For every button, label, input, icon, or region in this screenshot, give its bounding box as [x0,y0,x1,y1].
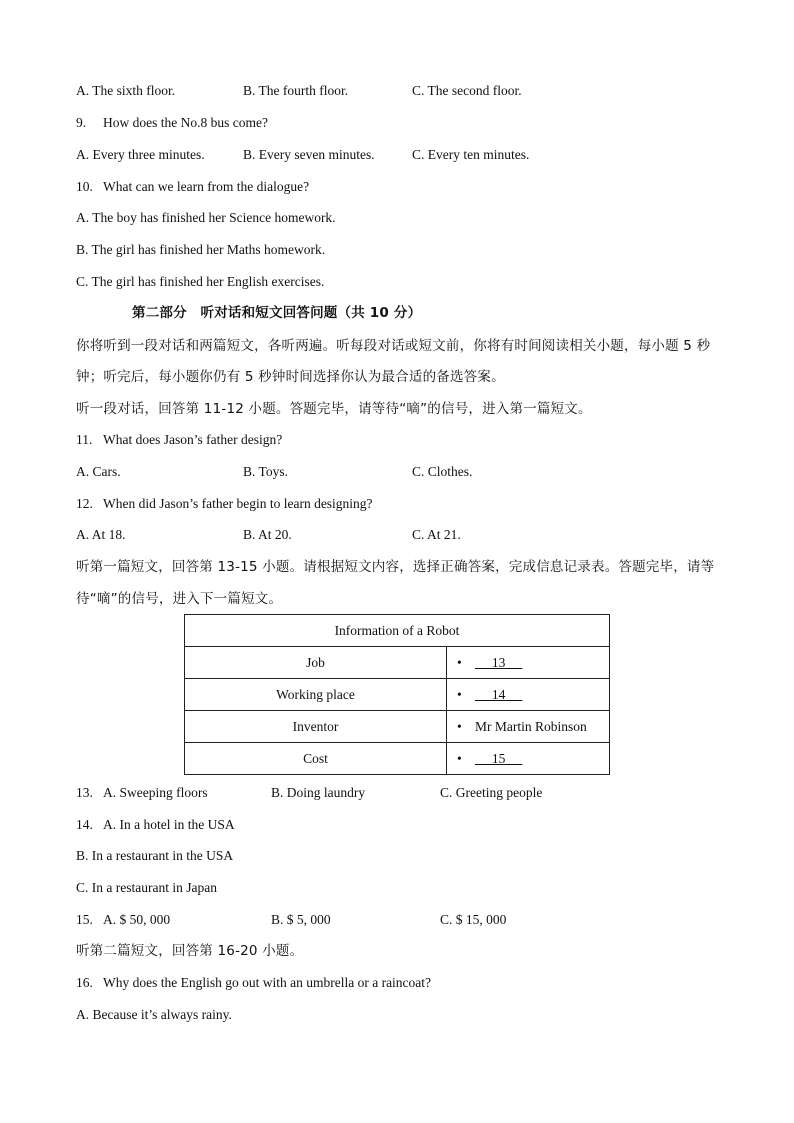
q8-option-a: A. The sixth floor. [76,83,176,98]
instructions-line-6: 听第二篇短文，回答第 16-20 小题。 [76,943,304,959]
robot-info-table [184,614,610,775]
q15-number: 15. [76,912,93,927]
q13-option-a: A. Sweeping floors [103,785,208,800]
blank-14-number: 14 [491,686,506,702]
inventor-name: Mr Martin Robinson [475,718,587,734]
table-label-job: Job [185,647,447,679]
instructions-line-5: 待“嘀”的信号，进入下一篇短文。 [76,591,283,607]
q10-option-a: A. The boy has finished her Science homework. [76,210,336,225]
bullet: • [457,718,462,734]
q16-question [76,974,431,992]
bullet: • [457,654,462,670]
q8-option-c: C. The second floor. [412,83,522,98]
q16-text: Why does the English go out with an umbrella or a raincoat? [103,975,432,990]
table-title: Information of a Robot [185,615,610,647]
q10-text: What can we learn from the dialogue? [103,179,310,194]
blank-15 [475,751,522,767]
blank-15-number: 15 [491,750,506,766]
q9-option-c: C. Every ten minutes. [412,147,530,162]
table-value-inventor [447,711,610,743]
q9-option-b: B. Every seven minutes. [243,147,375,162]
q12-number: 12. [76,496,93,511]
q15-option-a: A. $ 50, 000 [103,912,171,927]
q12-question [76,495,373,513]
q10-option-c: C. The girl has finished her English exercises. [76,274,325,289]
q11-option-b: B. Toys. [243,464,288,479]
q10-number: 10. [76,179,93,194]
q12-text: When did Jason’s father begin to learn designing? [103,496,373,511]
q9-option-a: A. Every three minutes. [76,147,205,162]
blank-14 [475,687,522,703]
q13-line [76,784,208,802]
blank-13-number: 13 [491,654,506,670]
table-row [185,679,610,711]
q12-option-b: B. At 20. [243,527,292,542]
table-value-working-place [447,679,610,711]
q9-question [76,114,268,132]
q14-line [76,816,235,834]
bullet: • [457,686,462,702]
q13-option-b: B. Doing laundry [271,785,366,800]
q13-number: 13. [76,785,93,800]
table-label-cost: Cost [185,743,447,775]
q12-option-a: A. At 18. [76,527,126,542]
table-row [185,743,610,775]
q11-option-c: C. Clothes. [412,464,473,479]
q8-option-b: B. The fourth floor. [243,83,349,98]
q15-line [76,911,170,929]
part2-heading: 第二部分 听对话和短文回答问题（共 10 分） [132,305,422,321]
q14-option-b: B. In a restaurant in the USA [76,848,234,863]
instructions-line-4: 听第一篇短文，回答第 13-15 小题。请根据短文内容，选择正确答案，完成信息记录表。答题完毕，请等 [76,559,715,575]
instructions-line-1: 你将听到一段对话和两篇短文，各听两遍。听每段对话或短文前，你将有时间阅读相关小题，每小题 5 秒 [76,338,711,354]
table-label-inventor: Inventor [185,711,447,743]
q10-question [76,178,309,196]
q16-option-a: A. Because it’s always rainy. [76,1007,232,1022]
q14-option-c: C. In a restaurant in Japan [76,880,217,895]
q9-text: How does the No.8 bus come? [103,115,268,130]
q15-option-c: C. $ 15, 000 [440,912,507,927]
q15-option-b: B. $ 5, 000 [271,912,331,927]
q12-option-c: C. At 21. [412,527,461,542]
q11-number: 11. [76,432,93,447]
q11-option-a: A. Cars. [76,464,121,479]
instructions-line-3: 听一段对话，回答第 11-12 小题。答题完毕，请等待“嘀”的信号，进入第一篇短文。 [76,401,592,417]
q16-number: 16. [76,975,93,990]
table-label-working-place: Working place [185,679,447,711]
table-value-job [447,647,610,679]
table-row [185,647,610,679]
q11-text: What does Jason’s father design? [103,432,283,447]
q11-question [76,431,282,449]
table-row [185,711,610,743]
table-title-row [185,615,610,647]
q14-option-a: A. In a hotel in the USA [103,817,235,832]
instructions-line-2: 钟；听完后，每小题你仍有 5 秒钟时间选择你认为最合适的备选答案。 [76,369,505,385]
q9-number: 9. [76,115,87,130]
blank-13 [475,655,522,671]
bullet: • [457,750,462,766]
q14-number: 14. [76,817,93,832]
q10-option-b: B. The girl has finished her Maths homework. [76,242,326,257]
q13-option-c: C. Greeting people [440,785,543,800]
table-value-cost [447,743,610,775]
